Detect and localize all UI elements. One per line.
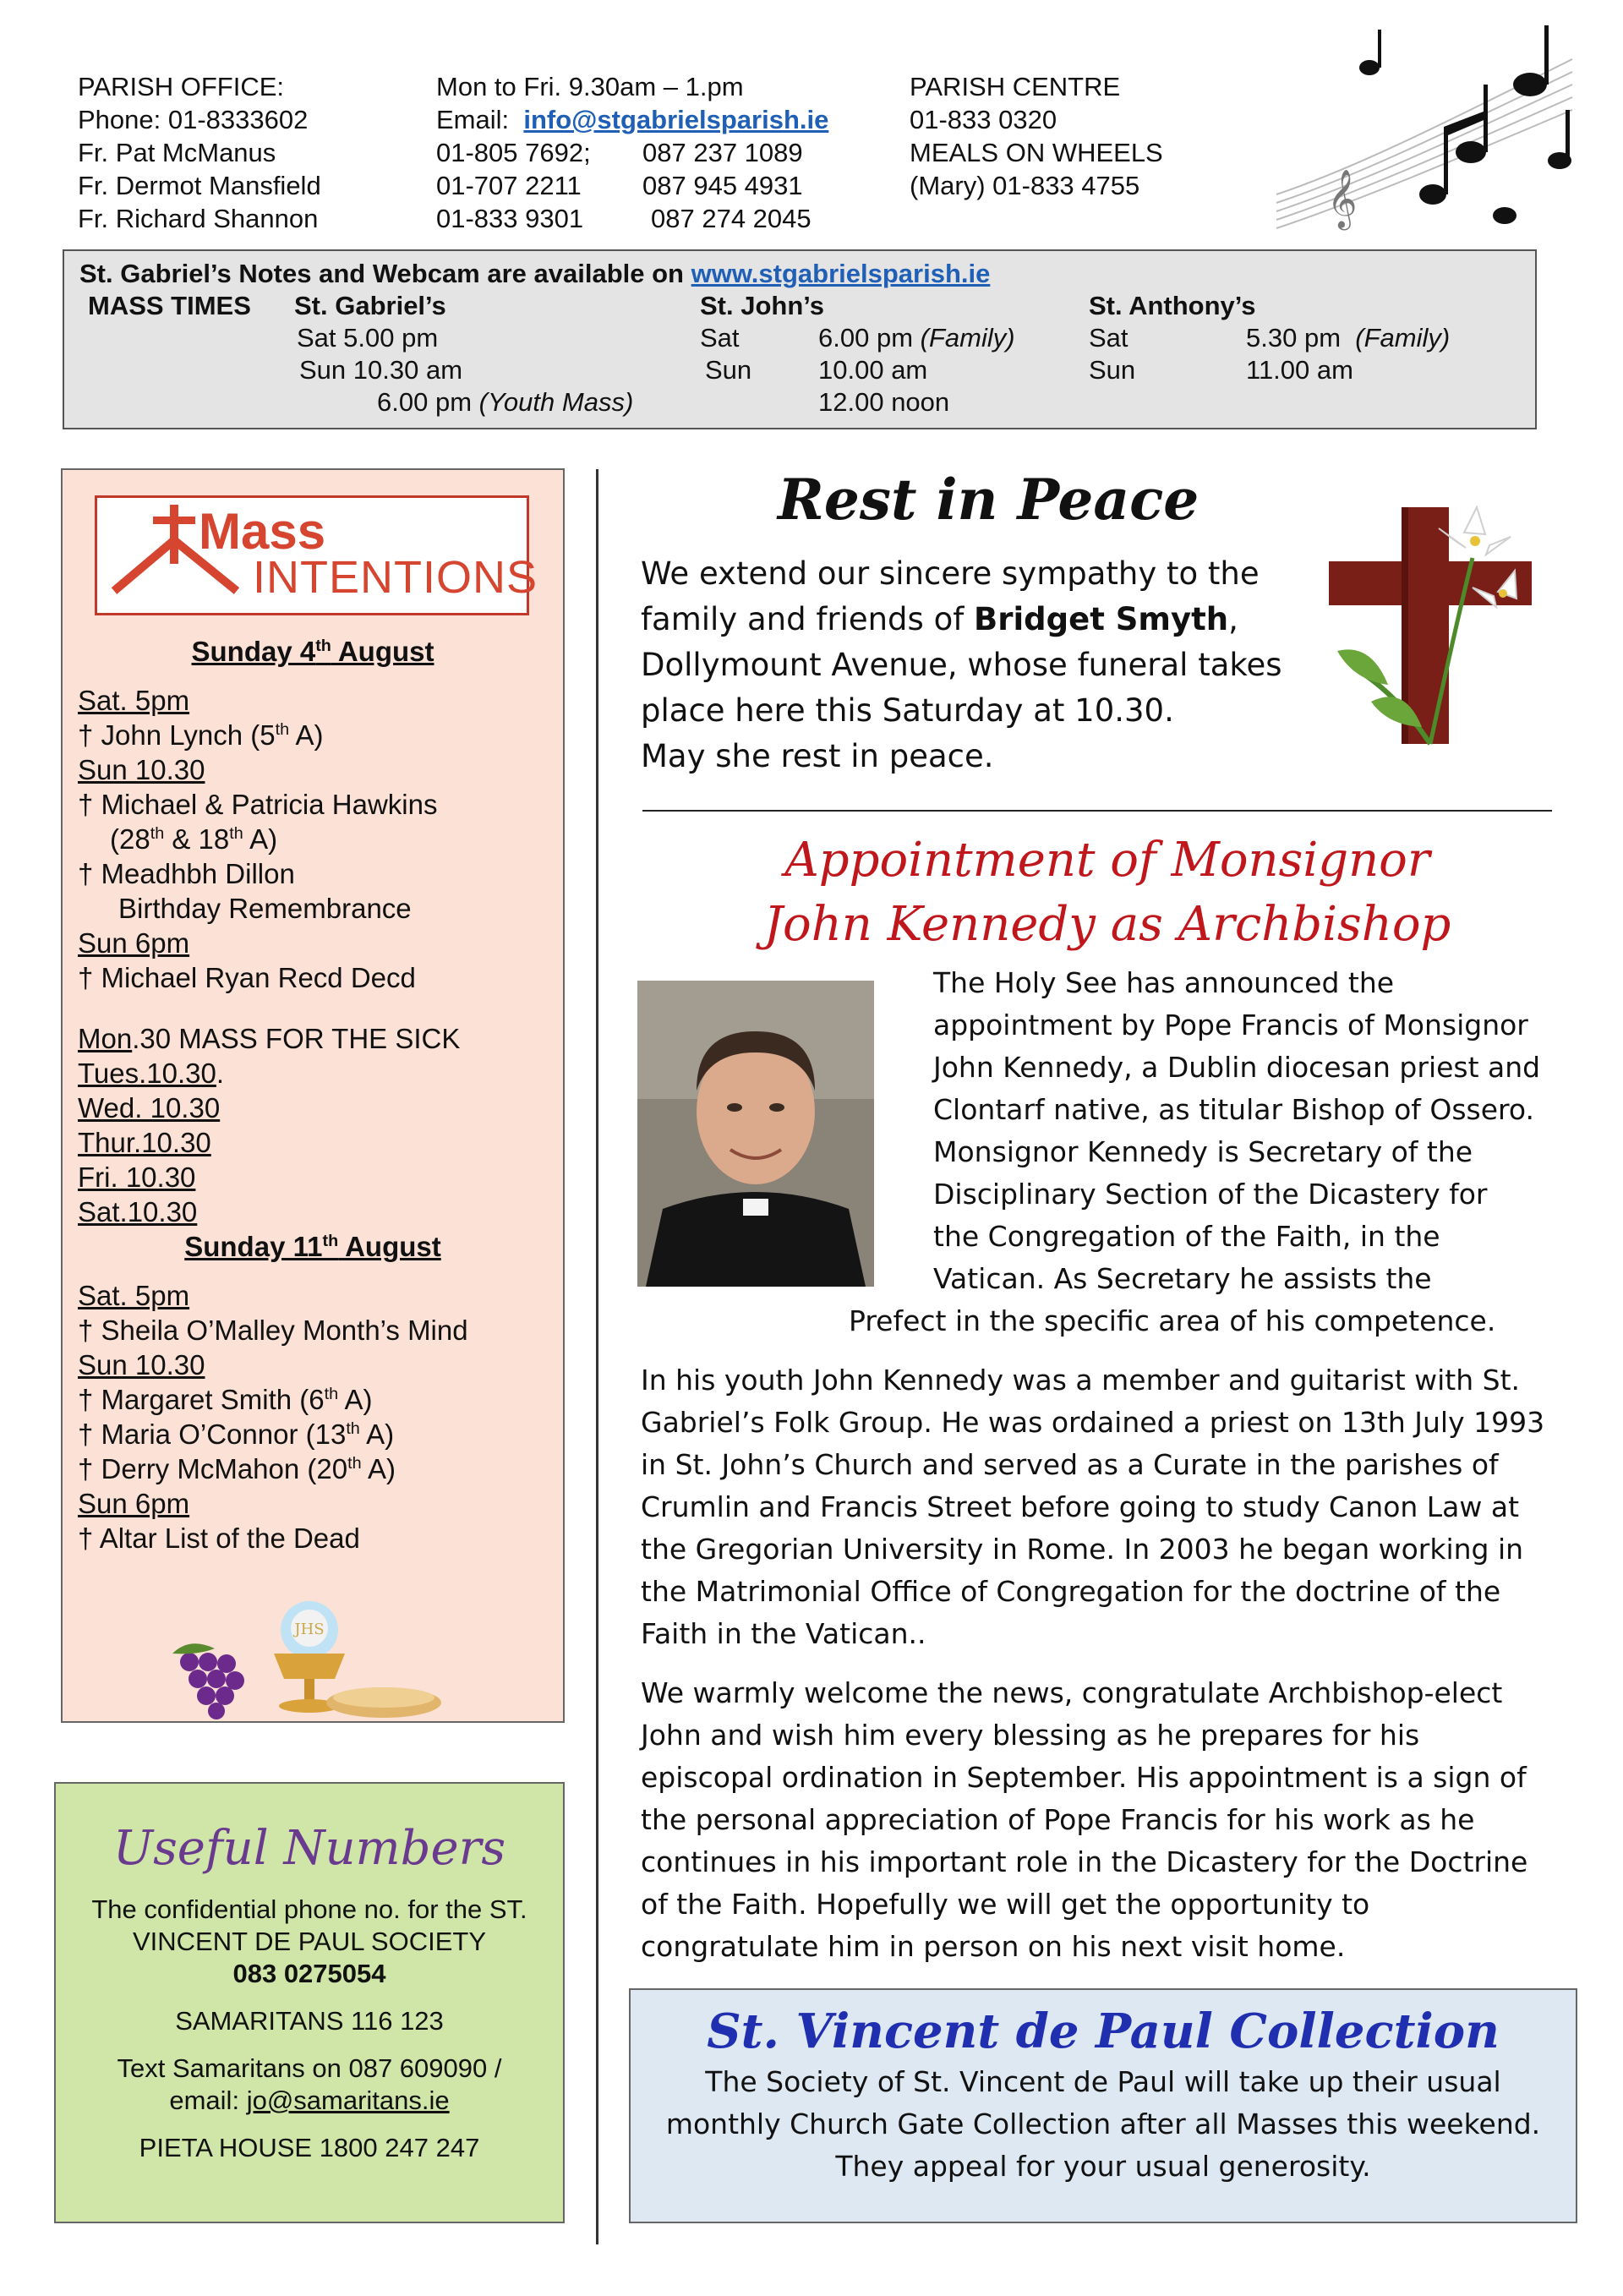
- para-line: congratulate him in person on his next visit home.: [641, 1930, 1346, 1963]
- intention-item: [78, 718, 438, 752]
- samaritans-email-line: [56, 2085, 563, 2117]
- priest-mobile: 087 237 1089: [642, 138, 803, 167]
- intention-sup: th: [275, 720, 290, 739]
- logo-intentions-word: INTENTIONS: [253, 552, 538, 603]
- para-line: We warmly welcome the news, congratulate Archbishop-elect: [641, 1676, 1503, 1709]
- intention-text: † Maria O’Connor (13: [78, 1419, 347, 1450]
- johns-noon: 12.00 noon: [818, 387, 950, 417]
- meals-on-wheels-label: MEALS ON WHEELS: [910, 138, 1163, 167]
- para-line: in St. John’s Church and served as a Curate in the parishes of: [641, 1448, 1499, 1481]
- priest-name: Fr. Dermot Mansfield: [78, 171, 321, 200]
- detail-c: A): [243, 823, 278, 855]
- monday-mass: [78, 1021, 460, 1056]
- rip-line: Dollymount Avenue, whose funeral takes: [641, 647, 1282, 683]
- intention-item: † Altar List of the Dead: [78, 1522, 360, 1554]
- intention-text: † Derry McMahon (20: [78, 1453, 348, 1484]
- samaritans-email-link[interactable]: jo@samaritans.ie: [246, 2086, 450, 2115]
- svdp-line: monthly Church Gate Collection after all Masses this weekend.: [665, 2107, 1541, 2140]
- monday-rest: .30 MASS FOR THE SICK: [132, 1023, 461, 1054]
- notes-webcam-line: [79, 258, 990, 290]
- mass-time-label: Sat. 5pm: [78, 685, 190, 716]
- para-line: Crumlin and Francis Street before going to study Canon Law at: [641, 1490, 1520, 1523]
- anthonys-sat-note: (Family): [1355, 323, 1451, 353]
- chalice-grapes-bread-icon: [156, 1594, 443, 1721]
- mass-time-label: Sun 10.30: [78, 1349, 205, 1380]
- intention-item-detail: [78, 822, 438, 856]
- para-line: the personal appreciation of Pope Francis for his work as he: [641, 1803, 1475, 1836]
- svdp-line-1: The confidential phone no. for the ST.: [91, 1894, 527, 1924]
- anthonys-sat-day: Sat: [1089, 323, 1128, 353]
- intention-close: A): [359, 1419, 395, 1450]
- church-name-gabriels: St. Gabriel’s: [294, 291, 446, 320]
- detail-sup2: th: [229, 824, 243, 843]
- svdp-title: St. Vincent de Paul Collection: [707, 2004, 1500, 2059]
- anthonys-sun-day: Sun: [1089, 355, 1136, 385]
- intention-item-detail: Birthday Remembrance: [118, 893, 412, 924]
- appointment-title-line2: John Kennedy as Archbishop: [763, 897, 1451, 952]
- deceased-name: Bridget Smyth: [974, 601, 1229, 637]
- anthonys-sat-time: [1246, 322, 1450, 354]
- sunday-11-sup: th: [322, 1232, 339, 1250]
- detail-sup1: th: [150, 824, 165, 843]
- rip-line2-post: ,: [1228, 601, 1238, 637]
- svg-text:𝄞: 𝄞: [1327, 169, 1358, 228]
- anthonys-sat-value: 5.30 pm: [1246, 323, 1342, 353]
- johns-sat-value: 6.00 pm: [818, 323, 914, 353]
- sunday-4-pre: Sunday 4: [191, 636, 316, 667]
- logo-mass-word: Mass: [199, 503, 326, 560]
- pieta-house-number: PIETA HOUSE 1800 247 247: [139, 2133, 480, 2162]
- sunday-4-heading: [63, 634, 563, 669]
- para-line: of the Faith. Hopefully we will get the opportunity to: [641, 1888, 1370, 1921]
- svdp-collection-panel: [629, 1988, 1577, 2223]
- priest-mobile: 087 945 4931: [642, 171, 803, 200]
- wednesday-mass: Wed. 10.30: [78, 1092, 221, 1123]
- text-samaritans: Text Samaritans on 087 609090 /: [117, 2053, 502, 2083]
- intention-close: A): [289, 719, 324, 751]
- intention-close: A): [361, 1453, 396, 1484]
- intentions-list-1: [78, 683, 438, 995]
- office-phone: Phone: 01-8333602: [78, 105, 309, 134]
- sunday-11-pre: Sunday 11: [184, 1231, 323, 1262]
- tuesday-dot: .: [216, 1058, 225, 1089]
- svdp-line-2: VINCENT DE PAUL SOCIETY: [132, 1927, 486, 1956]
- intention-close: A): [338, 1384, 373, 1415]
- intention-item: † Michael Ryan Recd Decd: [78, 962, 416, 993]
- cross-lilies-icon: [1320, 499, 1540, 752]
- gabriels-youth-mass: [377, 386, 633, 418]
- anthonys-sun-time: 11.00 am: [1246, 355, 1353, 385]
- rip-line: [641, 597, 1283, 642]
- youth-time: 6.00 pm: [377, 387, 473, 417]
- para-line: Disciplinary Section of the Dicastery for: [933, 1178, 1488, 1211]
- intention-item: [78, 1382, 468, 1417]
- para-line: the Gregorian University in Rome. In 2003 he began working in: [641, 1533, 1524, 1566]
- email-line: [436, 103, 828, 136]
- para-line: John and wish him every blessing as he prepares for his: [641, 1719, 1420, 1752]
- para-line: The Holy See has announced the: [933, 966, 1395, 999]
- para-line: Monsignor Kennedy is Secretary of the: [933, 1135, 1473, 1168]
- mass-time-label: Sun 6pm: [78, 1488, 190, 1519]
- column-divider: [596, 469, 598, 2244]
- parish-centre-label: PARISH CENTRE: [910, 72, 1121, 101]
- priest-name: Fr. Richard Shannon: [78, 204, 319, 233]
- intention-text: † John Lynch (5: [78, 719, 276, 751]
- para-line: John Kennedy, a Dublin diocesan priest and: [933, 1051, 1541, 1084]
- johns-sat-note: (Family): [920, 323, 1015, 353]
- intention-item: † Sheila O’Malley Month’s Mind: [78, 1315, 468, 1346]
- para-line: Vatican. As Secretary he assists the: [933, 1262, 1432, 1295]
- priest-phone: 01-805 7692;: [436, 138, 591, 167]
- notes-webcam-text: St. Gabriel’s Notes and Webcam are available on: [79, 259, 684, 288]
- para-line: episcopal ordination in September. His appointment is a sign of: [641, 1761, 1527, 1794]
- rip-notice: [641, 551, 1283, 779]
- johns-sun-day: Sun: [705, 355, 752, 385]
- music-notes-icon: [1268, 25, 1581, 237]
- appointment-title: [626, 828, 1589, 957]
- mass-intentions-panel: [61, 468, 565, 1723]
- samaritans-number: SAMARITANS 116 123: [175, 2006, 444, 2036]
- meals-on-wheels-phone: (Mary) 01-833 4755: [910, 171, 1140, 200]
- sunday-11-post: August: [338, 1231, 441, 1262]
- mass-times-box: [63, 249, 1537, 429]
- svdp-line: The Society of St. Vincent de Paul will take up their usual: [705, 2065, 1501, 2098]
- para-line: the Congregation of the Faith, in the: [933, 1220, 1440, 1253]
- para-line: Faith in the Vatican..: [641, 1617, 926, 1650]
- portrait-photo: [637, 981, 874, 1287]
- tuesday-mass: [78, 1056, 460, 1091]
- sunday-11-heading: [63, 1229, 563, 1264]
- intention-item: [78, 1417, 468, 1451]
- rest-in-peace-title: Rest in Peace: [778, 467, 1199, 533]
- para-line: Gabriel’s Folk Group. He was ordained a priest on 13th July 1993: [641, 1406, 1545, 1439]
- office-email-link[interactable]: info@stgabrielsparish.ie: [523, 105, 829, 134]
- rip-line: place here this Saturday at 10.30.: [641, 692, 1174, 729]
- para-line: Prefect in the specific area of his competence.: [849, 1304, 1496, 1337]
- para-line: the Matrimonial Office of Congregation for the doctrine of the: [641, 1575, 1501, 1608]
- para-line: In his youth John Kennedy was a member and guitarist with St.: [641, 1364, 1521, 1397]
- rip-line2-pre: family and friends of: [641, 601, 965, 637]
- priest-mobile: 087 274 2045: [651, 204, 812, 233]
- detail-a: (28: [110, 823, 150, 855]
- saturday-mass: Sat.10.30: [78, 1196, 198, 1227]
- church-name-johns: St. John’s: [700, 291, 824, 320]
- mass-intentions-logo: [95, 495, 538, 615]
- section-rule: [642, 810, 1552, 812]
- priest-name: Fr. Pat McManus: [78, 138, 276, 167]
- parish-contacts-col1: [78, 70, 321, 235]
- sunday-4-sup: th: [315, 637, 331, 655]
- gabriels-sat: Sat 5.00 pm: [297, 323, 439, 353]
- intention-sup: th: [324, 1385, 339, 1403]
- parish-contacts-mobiles: [642, 136, 812, 235]
- sunday-4-post: August: [331, 636, 434, 667]
- weekday-masses: [78, 1021, 460, 1229]
- appointment-para-2: [641, 1359, 1544, 1655]
- appointment-para-3: [641, 1672, 1527, 1968]
- intention-sup: th: [346, 1419, 360, 1438]
- mass-times-heading: MASS TIMES: [88, 291, 251, 320]
- svdp-line: They appeal for your usual generosity.: [835, 2150, 1371, 2183]
- johns-sat-day: Sat: [700, 323, 740, 353]
- intention-item: [78, 1451, 468, 1486]
- mass-time-label: Sat. 5pm: [78, 1280, 190, 1311]
- email-label: Email:: [436, 105, 510, 134]
- johns-sun-time: 10.00 am: [818, 355, 928, 385]
- tuesday-label: Tues.10.30: [78, 1058, 216, 1089]
- gabriels-sun: Sun 10.30 am: [299, 355, 463, 385]
- detail-b: & 18: [164, 823, 230, 855]
- mass-time-label: Sun 6pm: [78, 927, 190, 959]
- parish-website-link[interactable]: www.stgabrielsparish.ie: [691, 259, 991, 288]
- rip-line: We extend our sincere sympathy to the: [641, 555, 1260, 592]
- email-label: email:: [169, 2086, 240, 2115]
- para-line: Clontarf native, as titular Bishop of Ossero.: [933, 1093, 1534, 1126]
- intentions-list-2: [78, 1278, 468, 1555]
- svdp-phone: 083 0275054: [232, 1959, 386, 1988]
- monday-label: Mon: [78, 1023, 133, 1054]
- youth-note: (Youth Mass): [478, 387, 634, 417]
- thursday-mass: Thur.10.30: [78, 1127, 211, 1158]
- friday-mass: Fri. 10.30: [78, 1162, 196, 1193]
- priest-phone: 01-707 2211: [436, 171, 582, 200]
- intention-item: † Meadhbh Dillon: [78, 858, 295, 889]
- rip-line: May she rest in peace.: [641, 738, 994, 774]
- johns-sat-time: [818, 322, 1015, 354]
- appointment-para-1: [933, 962, 1540, 1300]
- mass-time-label: Sun 10.30: [78, 754, 205, 785]
- priest-phone: 01-833 9301: [436, 204, 584, 233]
- intention-item: † Michael & Patricia Hawkins: [78, 789, 438, 820]
- intention-text: † Margaret Smith (6: [78, 1384, 325, 1415]
- parish-contacts-col4: [910, 70, 1163, 202]
- parish-centre-phone: 01-833 0320: [910, 105, 1057, 134]
- appointment-title-line1: Appointment of Monsignor: [784, 833, 1430, 888]
- useful-numbers-title: Useful Numbers: [112, 1821, 506, 1876]
- church-name-anthonys: St. Anthony’s: [1089, 291, 1256, 320]
- intention-sup: th: [347, 1454, 362, 1473]
- parish-office-label: PARISH OFFICE:: [78, 72, 285, 101]
- office-hours: Mon to Fri. 9.30am – 1.pm: [436, 72, 744, 101]
- host-label: JHS: [294, 1621, 325, 1638]
- para-line: continues in his important role in the Dicastery for the Doctrine: [641, 1845, 1528, 1878]
- useful-numbers-panel: [54, 1782, 565, 2223]
- para-line: appointment by Pope Francis of Monsignor: [933, 1009, 1528, 1041]
